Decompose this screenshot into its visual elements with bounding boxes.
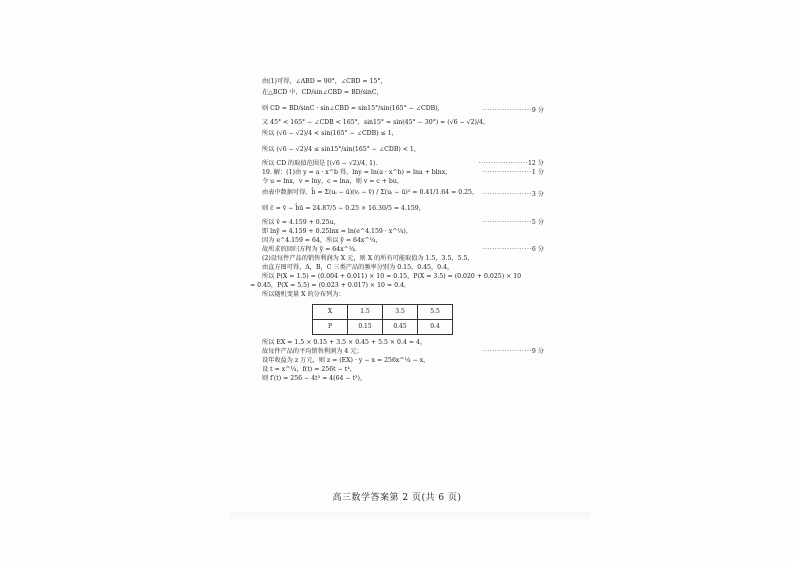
- table-cell: 3.5: [383, 305, 418, 320]
- score-value: 12 分: [527, 160, 544, 167]
- score-mark: [483, 219, 544, 226]
- solution-line: [262, 87, 544, 103]
- table-cell: 0.15: [348, 320, 383, 335]
- distribution-table: [312, 304, 453, 335]
- score-mark: [483, 191, 544, 198]
- solution-line: [262, 255, 544, 264]
- score-value: 5 分: [531, 219, 544, 226]
- table-cell: 5.5: [418, 305, 453, 320]
- solution-line: [262, 103, 544, 119]
- leader-dots: ····················: [482, 169, 532, 176]
- solution-line: [262, 339, 544, 348]
- solution-line: [262, 366, 544, 375]
- solution-line: [262, 237, 544, 246]
- table-header-p: P: [313, 320, 348, 335]
- solution-line: [262, 264, 544, 273]
- score-mark: [483, 107, 544, 114]
- solution-line: [262, 169, 544, 178]
- leader-dots: ····················: [482, 219, 532, 226]
- solution-line: [262, 78, 544, 87]
- scan-shadow: [230, 512, 590, 522]
- solution-lines-part2: [262, 339, 544, 384]
- score-value: 1 分: [531, 169, 544, 176]
- solution-line: [250, 282, 544, 291]
- page-footer: 高三数学答案第 2 页(共 6 页): [332, 493, 462, 503]
- solution-line: [262, 160, 544, 169]
- line-text: 故每件产品的平均销售利润为 4 元；: [262, 348, 363, 355]
- solution-line: [262, 348, 544, 357]
- leader-dots: ····················: [478, 160, 528, 167]
- line-text: 则 ĉ = v̄ − b̂ū = 24.87/5 − 0.25 × 16.30/5 = 4.159，: [262, 205, 425, 212]
- line-text: 又 45° < 165° − ∠CDB < 165°，sin15° = sin(45° − 30°) = (√6 − √2)/4，: [262, 119, 490, 126]
- leader-dots: ····················: [482, 348, 532, 355]
- solution-line: [262, 203, 544, 219]
- line-text: 设年收益为 z 万元，则 z = (EX) · y − x = 256x^¼ − x，: [262, 357, 430, 364]
- line-text: 所以 CD 的取值范围是 [(√6 − √2)/4, 1)．: [262, 160, 382, 167]
- solution-line: [262, 228, 544, 237]
- line-text: 所以 v̂ = 4.159 + 0.25u，: [262, 219, 340, 226]
- line-text: 设 t = x^¼，f(t) = 256t − t⁴，: [262, 366, 356, 373]
- solution-line: [262, 291, 544, 300]
- score-mark: [483, 169, 544, 176]
- line-text: 所以随机变量 X 的分布列为：: [262, 291, 345, 298]
- solution-line: [262, 144, 544, 160]
- line-text: 在△BCD 中，CD/sin∠CBD = BD/sinC，: [262, 89, 383, 96]
- solution-line: [262, 128, 544, 144]
- leader-dots: ····················: [482, 246, 532, 253]
- line-text: 所以 (√6 − √2)/4 < sin(165° − ∠CDB) ≤ 1，: [262, 130, 398, 137]
- leader-dots: ····················: [482, 191, 532, 198]
- table-row: [313, 305, 453, 320]
- line-text: 所以 EX = 1.5 × 0.15 + 3.5 × 0.45 + 5.5 × 0.4 = 4，: [262, 339, 427, 346]
- solution-line: [262, 246, 544, 255]
- line-text: 所以 P(X = 1.5) = (0.004 + 0.011) × 10 = 0.15，P(X = 3.5) = (0.020 + 0.025) × 10: [262, 273, 522, 280]
- solution-line: [262, 219, 544, 228]
- line-text: 19. 解：(1)由 y = a · x^b 得，lny = ln(a · x^b) = lna + blnx，: [262, 169, 452, 176]
- score-value: 6 分: [531, 246, 544, 253]
- table-cell: 0.45: [383, 320, 418, 335]
- line-text: 由(1)可得，∠ABD = 90°，∠CBD = 15°，: [262, 78, 387, 85]
- line-text: (2)设每件产品的销售利润为 X 元，则 X 的所有可能取值为 1.5，3.5，5.5，: [262, 255, 474, 262]
- line-text: 由直方图可得，A，B，C 三类产品的频率分别为 0.15，0.45，0.4，: [262, 264, 454, 271]
- score-mark: [483, 348, 544, 355]
- score-mark: [483, 246, 544, 253]
- solution-line: [262, 178, 544, 187]
- solution-line: [262, 119, 544, 128]
- score-value: 9 分: [531, 107, 544, 114]
- table-cell: 1.5: [348, 305, 383, 320]
- table-row: [313, 320, 453, 335]
- table-cell: 0.4: [418, 320, 453, 335]
- line-text: 故所求的回归方程为 ŷ = 64x^¼．: [262, 246, 361, 253]
- line-text: = 0.45，P(X = 5.5) = (0.023 + 0.017) × 10 = 0.4，: [250, 282, 411, 289]
- line-text: 所以 (√6 − √2)/4 ≤ sin15°/sin(165° − ∠CDB) < 1，: [262, 146, 421, 153]
- score-value: 3 分: [531, 191, 544, 198]
- line-text: 因为 e^4.159 ≈ 64，所以 ŷ = 64x^¼，: [262, 237, 382, 244]
- score-mark: [479, 160, 544, 167]
- answer-content: [250, 78, 544, 384]
- line-text: 即 lnŷ = 4.159 + 0.25lnx = ln(e^4.159 · x^¼)，: [262, 228, 413, 235]
- solution-line: [262, 273, 544, 282]
- solution-lines-part1: [250, 78, 544, 300]
- solution-line: [262, 187, 544, 203]
- solution-line: [262, 357, 544, 366]
- score-value: 9 分: [531, 348, 544, 355]
- table-header-x: X: [313, 305, 348, 320]
- line-text: 则 CD = BD/sinC · sin∠CBD = sin15°/sin(165° − ∠CDB)，: [262, 105, 444, 112]
- line-text: 令 u = lnx，v = lny，c = lna，则 v = c + bu，: [262, 178, 404, 185]
- leader-dots: ····················: [482, 107, 532, 114]
- line-text: 由表中数据可得，b̂ = Σ(uᵢ − ū)(vᵢ − v̄) / Σ(uᵢ − ū)² = 0.41/1.64 = 0.25，: [262, 189, 479, 196]
- line-text: 则 f′(t) = 256 − 4t³ = 4(64 − t³)，: [262, 375, 367, 382]
- solution-line: [262, 375, 544, 384]
